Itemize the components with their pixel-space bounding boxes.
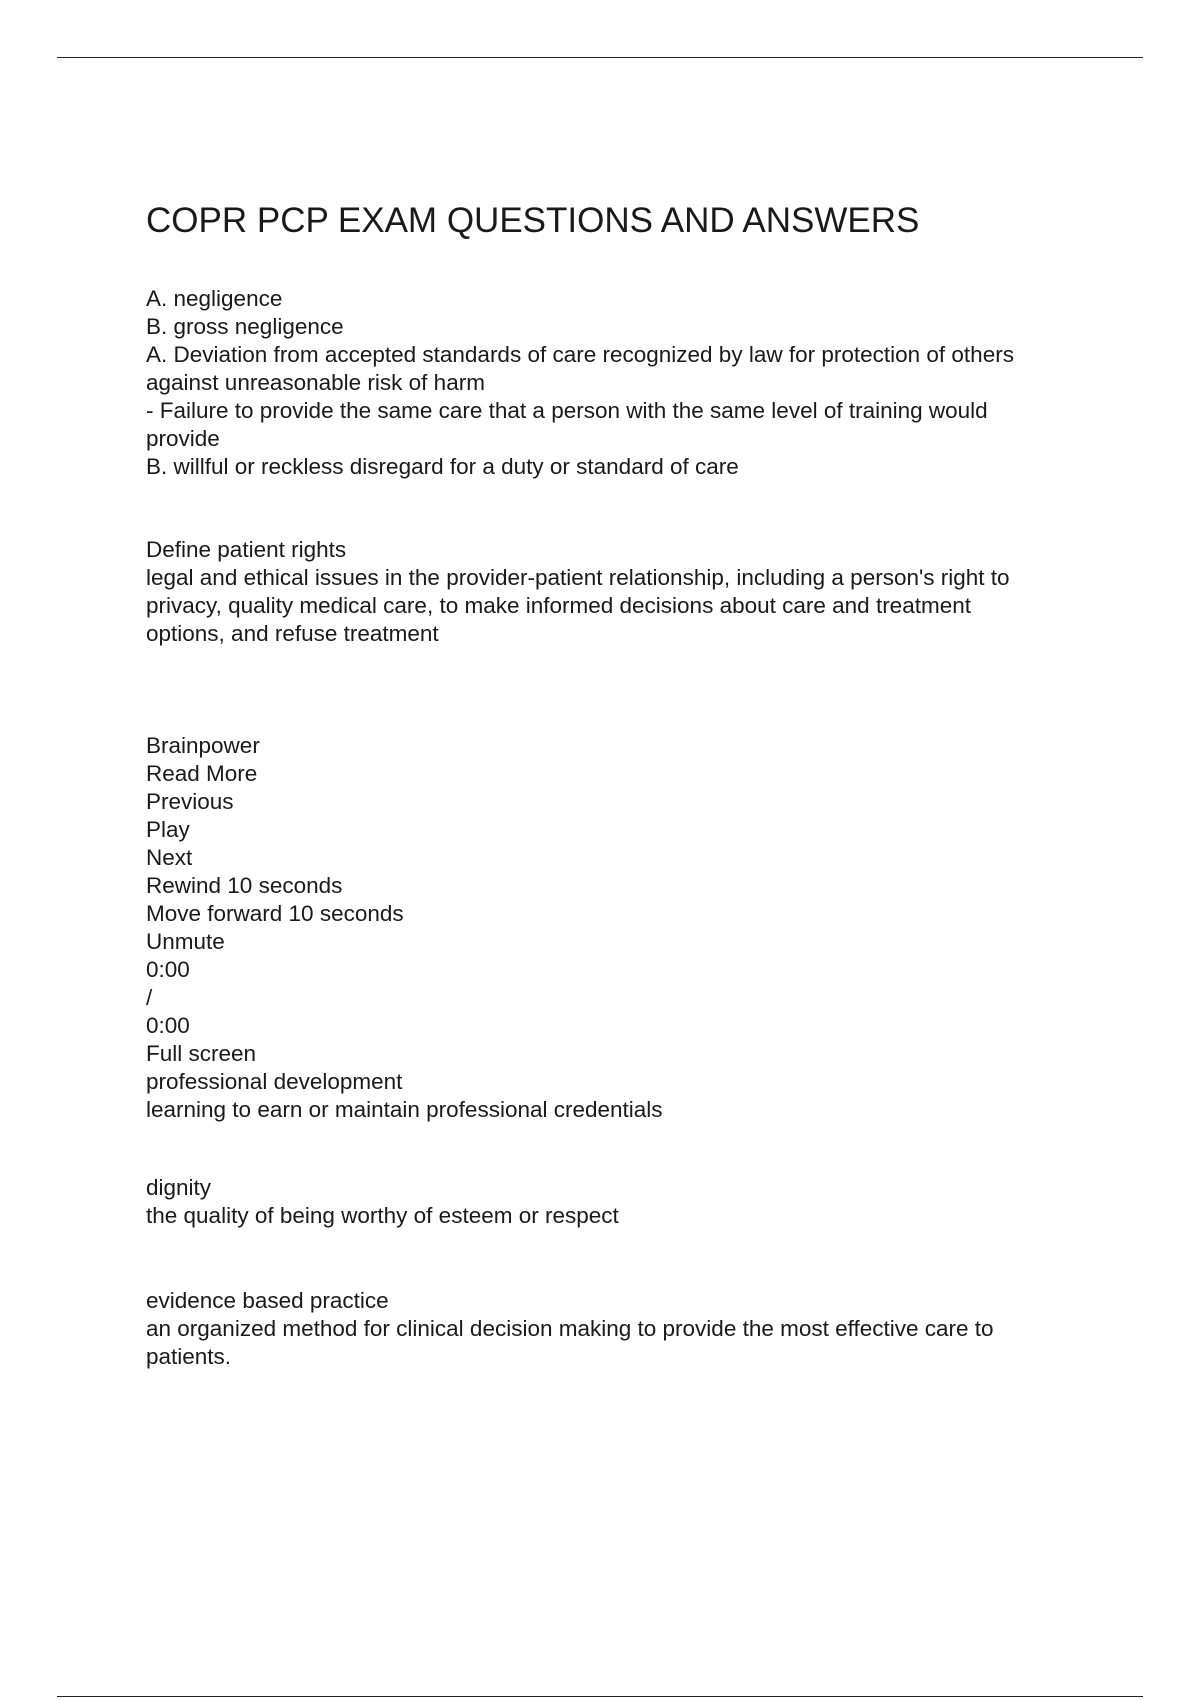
question-line: A. negligence: [146, 286, 283, 311]
answer-line: learning to earn or maintain professional credentials: [146, 1097, 663, 1122]
qa-block-patient-rights: [146, 536, 1086, 648]
qa-block-professional-development: [146, 732, 1086, 1124]
answer-line: privacy, quality medical care, to make informed decisions about care and treatment: [146, 593, 971, 618]
full-screen-button[interactable]: Full screen: [146, 1041, 257, 1066]
current-time: 0:00: [146, 957, 190, 982]
document-title: COPR PCP EXAM QUESTIONS AND ANSWERS: [146, 201, 920, 240]
answer-line: patients.: [146, 1344, 232, 1369]
answer-line: B. willful or reckless disregard for a duty or standard of care: [146, 454, 739, 479]
question-line: B. gross negligence: [146, 314, 344, 339]
answer-line: against unreasonable risk of harm: [146, 370, 485, 395]
duration-time: 0:00: [146, 1013, 190, 1038]
answer-line: legal and ethical issues in the provider-patient relationship, including a person's right to: [146, 565, 1010, 590]
answer-line: provide: [146, 426, 220, 451]
question-line: professional development: [146, 1069, 403, 1094]
question-line: evidence based practice: [146, 1288, 389, 1313]
rewind-button[interactable]: Rewind 10 seconds: [146, 873, 343, 898]
forward-button[interactable]: Move forward 10 seconds: [146, 901, 404, 926]
qa-block-dignity: [146, 1174, 1086, 1230]
answer-line: options, and refuse treatment: [146, 621, 439, 646]
question-line: dignity: [146, 1175, 212, 1200]
read-more-link[interactable]: Read More: [146, 761, 258, 786]
qa-block-negligence: [146, 285, 1086, 481]
qa-block-evidence-based-practice: [146, 1287, 1086, 1371]
bottom-divider: [57, 1696, 1143, 1697]
media-brand-label: Brainpower: [146, 733, 260, 758]
unmute-button[interactable]: Unmute: [146, 929, 225, 954]
previous-button[interactable]: Previous: [146, 789, 234, 814]
answer-line: A. Deviation from accepted standards of care recognized by law for protection of others: [146, 342, 1014, 367]
time-separator: /: [146, 985, 153, 1010]
question-line: Define patient rights: [146, 537, 347, 562]
top-divider: [57, 57, 1143, 58]
answer-line: - Failure to provide the same care that a person with the same level of training would: [146, 398, 988, 423]
answer-line: the quality of being worthy of esteem or respect: [146, 1203, 619, 1228]
next-button[interactable]: Next: [146, 845, 193, 870]
answer-line: an organized method for clinical decision making to provide the most effective care to: [146, 1316, 994, 1341]
play-button[interactable]: Play: [146, 817, 190, 842]
